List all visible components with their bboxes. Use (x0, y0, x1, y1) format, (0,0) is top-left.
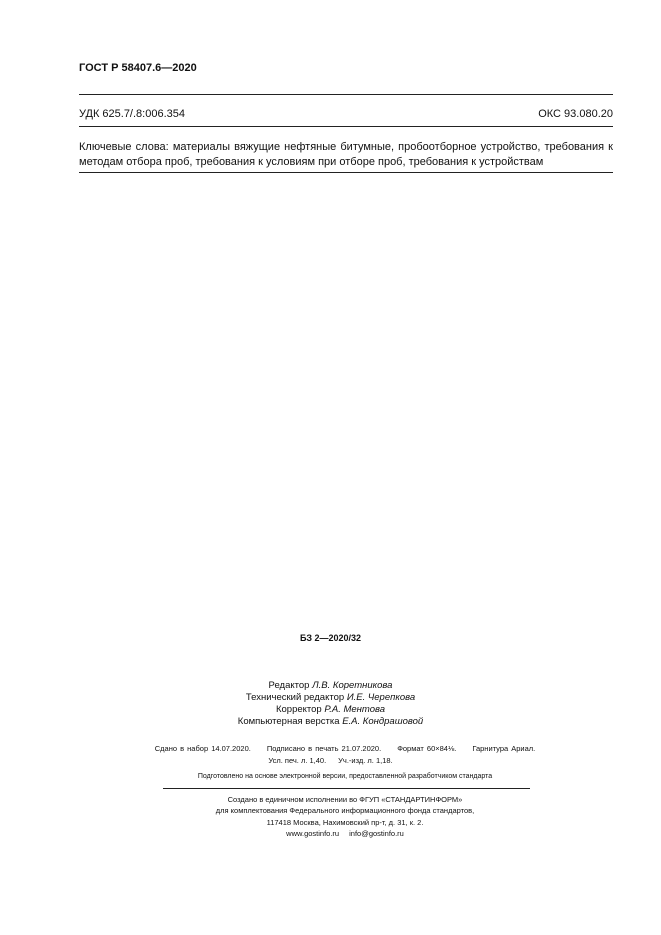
email-link[interactable]: info@gostinfo.ru (349, 829, 404, 838)
divider-imprint (163, 788, 530, 789)
staff-role: Редактор (268, 680, 310, 691)
prepared-note: Подготовлено на основе электронной версии, предоставленной разработчиком стандарта (197, 773, 493, 780)
bz-number: БЗ 2—2020/32 (299, 633, 362, 643)
pub-sheets: Уч.-изд. л. 1,18. (338, 756, 393, 765)
staff-tech-editor (0, 692, 661, 704)
print-submitted: Сдано в набор 14.07.2020. (154, 744, 251, 753)
created-line2: для комплектования Федерального информационного фонда стандартов, (215, 806, 475, 815)
keywords-text: Ключевые слова: материалы вяжущие нефтяные битумные, пробоотборное устройство, требования к методам отбора проб, требования к условиям при отборе проб, требования к устройствам (79, 141, 613, 168)
staff-name: Р.А. Ментова (324, 704, 386, 715)
print-details-line2 (0, 755, 661, 767)
website-link[interactable]: www.gostinfo.ru (286, 829, 340, 838)
divider-top (79, 94, 613, 95)
print-font: Гарнитура Ариал. (472, 744, 536, 753)
print-details-line1 (0, 743, 661, 755)
udk-code: УДК 625.7/.8:006.354 (79, 108, 185, 120)
staff-list (0, 680, 661, 728)
staff-name: И.Е. Черепкова (346, 692, 416, 703)
staff-corrector (0, 704, 661, 716)
staff-role: Компьютерная верстка (237, 716, 340, 727)
staff-layout (0, 716, 661, 728)
oks-code: ОКС 93.080.20 (538, 108, 613, 120)
staff-role: Корректор (275, 704, 322, 715)
staff-name: Е.А. Кондрашовой (342, 716, 424, 727)
divider-keywords-top (79, 126, 613, 127)
staff-role: Технический редактор (245, 692, 345, 703)
print-format: Формат 60×84⅛. (397, 744, 457, 753)
divider-keywords-bottom (79, 172, 613, 173)
staff-name: Л.В. Коретникова (312, 680, 393, 691)
created-by (0, 794, 661, 816)
created-line1: Создано в единичном исполнении во ФГУП «СТАНДАРТИНФОРМ» (227, 795, 463, 804)
address-street: 117418 Москва, Нахимовский пр-т, д. 31, к. 2. (266, 818, 424, 827)
print-sheets: Усл. печ. л. 1,40. (268, 756, 327, 765)
publisher-address (0, 817, 661, 839)
standard-code: ГОСТ Р 58407.6—2020 (79, 62, 197, 74)
staff-editor (0, 680, 661, 692)
print-signed: Подписано в печать 21.07.2020. (266, 744, 382, 753)
